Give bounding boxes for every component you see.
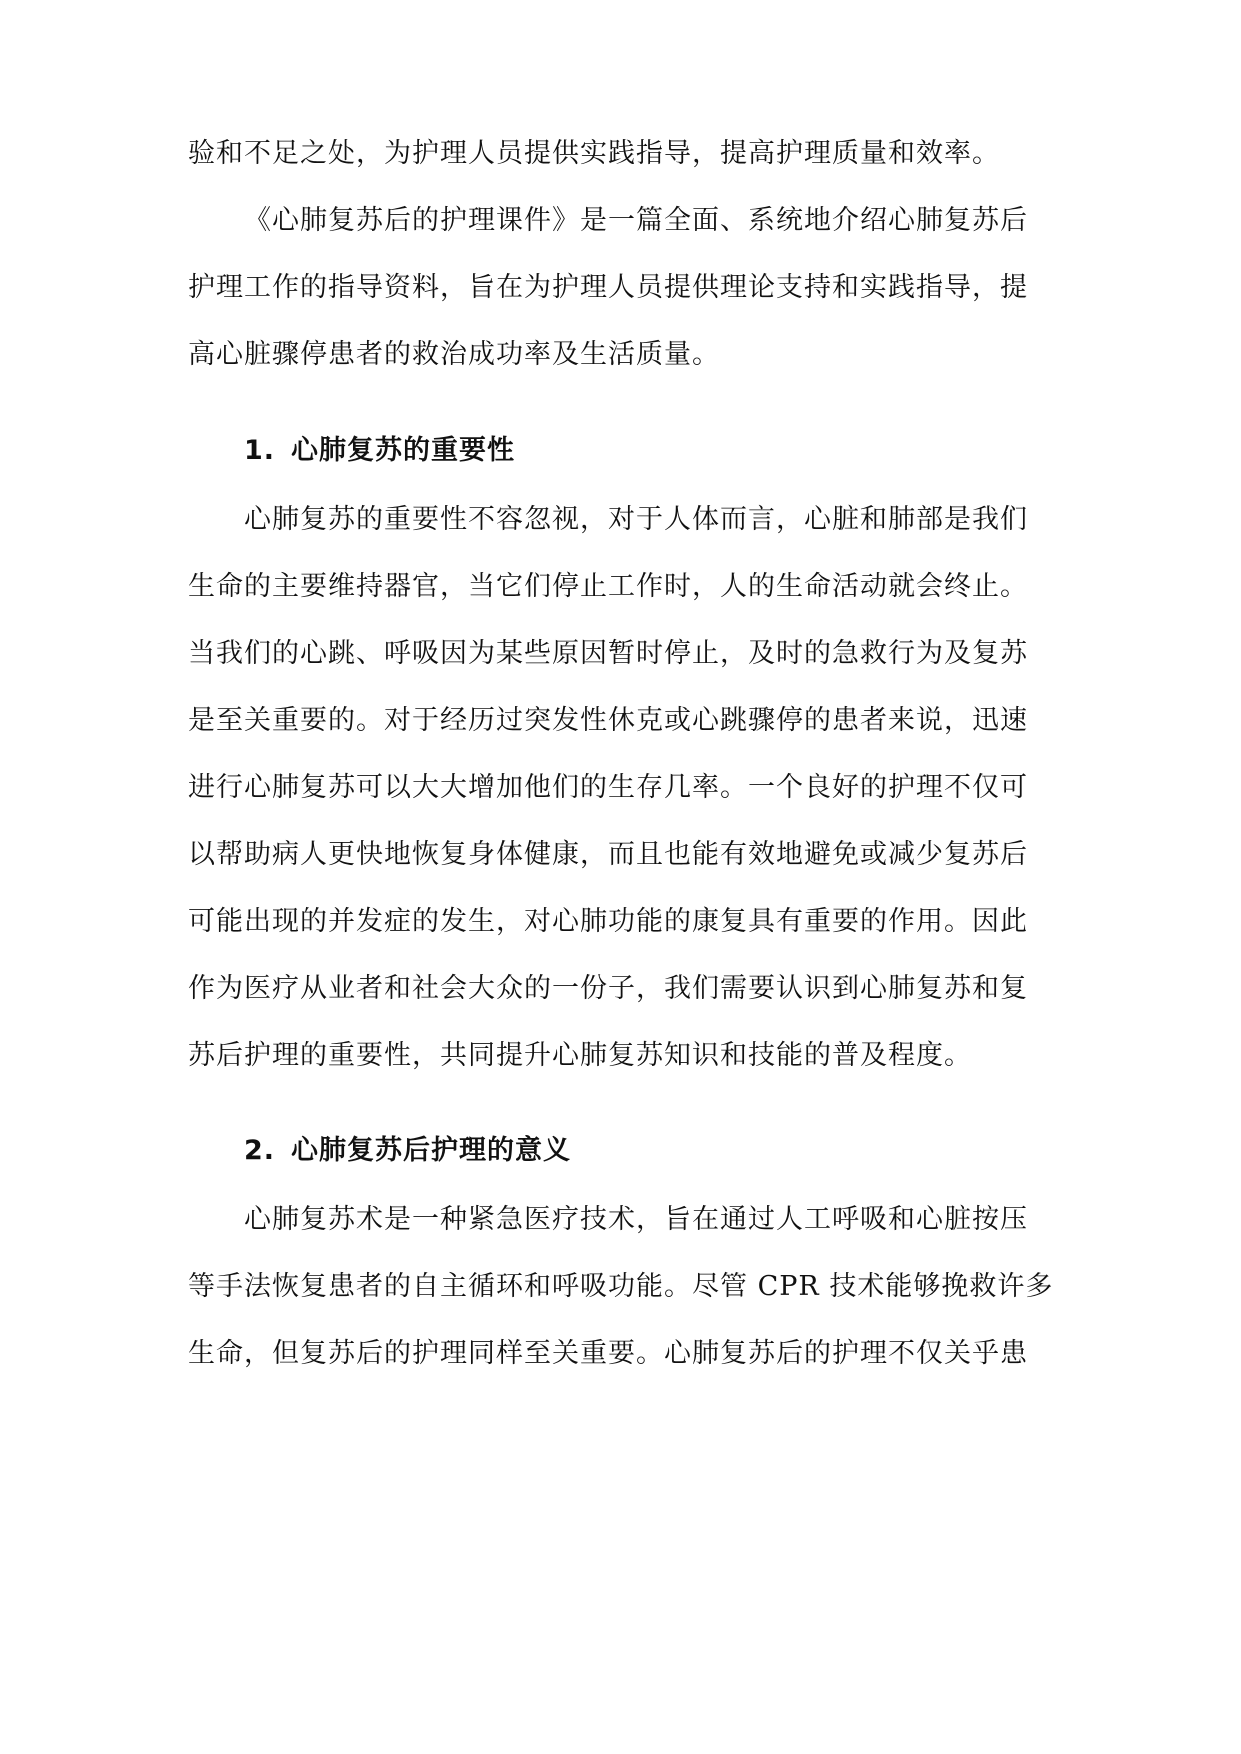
paragraph-line: 高心脏骤停患者的救治成功率及生活质量。: [188, 339, 720, 370]
paragraph-line: 生命，但复苏后的护理同样至关重要。心肺复苏后的护理不仅关乎患: [188, 1338, 1028, 1369]
paragraph-line: 《心肺复苏后的护理课件》是一篇全面、系统地介绍心肺复苏后: [244, 205, 1028, 236]
paragraph-line: 等手法恢复患者的自主循环和呼吸功能。尽管 CPR 技术能够挽救许多: [188, 1271, 1054, 1302]
section-heading: [244, 433, 515, 469]
paragraph-line: 生命的主要维持器官，当它们停止工作时，人的生命活动就会终止。: [188, 571, 1028, 602]
section-title: 心肺复苏后护理的意义: [291, 1135, 572, 1166]
section-title: 心肺复苏的重要性: [291, 435, 516, 466]
paragraph-line: 进行心肺复苏可以大大增加他们的生存几率。一个良好的护理不仅可: [188, 772, 1028, 803]
section-number: 2.: [244, 1135, 276, 1166]
paragraph-line: 心肺复苏术是一种紧急医疗技术，旨在通过人工呼吸和心脏按压: [244, 1204, 1028, 1235]
paragraph-line: 心肺复苏的重要性不容忽视，对于人体而言，心脏和肺部是我们: [244, 504, 1028, 535]
paragraph-line: 是至关重要的。对于经历过突发性休克或心跳骤停的患者来说，迅速: [188, 705, 1028, 736]
paragraph-line: 可能出现的并发症的发生，对心肺功能的康复具有重要的作用。因此: [188, 906, 1028, 937]
section-number: 1.: [244, 435, 276, 466]
paragraph-line: 苏后护理的重要性，共同提升心肺复苏知识和技能的普及程度。: [188, 1040, 972, 1071]
section-heading: [244, 1133, 571, 1169]
paragraph-line: 以帮助病人更快地恢复身体健康，而且也能有效地避免或减少复苏后: [188, 839, 1028, 870]
paragraph-line: 作为医疗从业者和社会大众的一份子，我们需要认识到心肺复苏和复: [188, 973, 1028, 1004]
paragraph-line: 验和不足之处，为护理人员提供实践指导，提高护理质量和效率。: [188, 138, 1000, 169]
paragraph-line: 当我们的心跳、呼吸因为某些原因暂时停止，及时的急救行为及复苏: [188, 638, 1028, 669]
paragraph-line: 护理工作的指导资料，旨在为护理人员提供理论支持和实践指导，提: [188, 272, 1028, 303]
